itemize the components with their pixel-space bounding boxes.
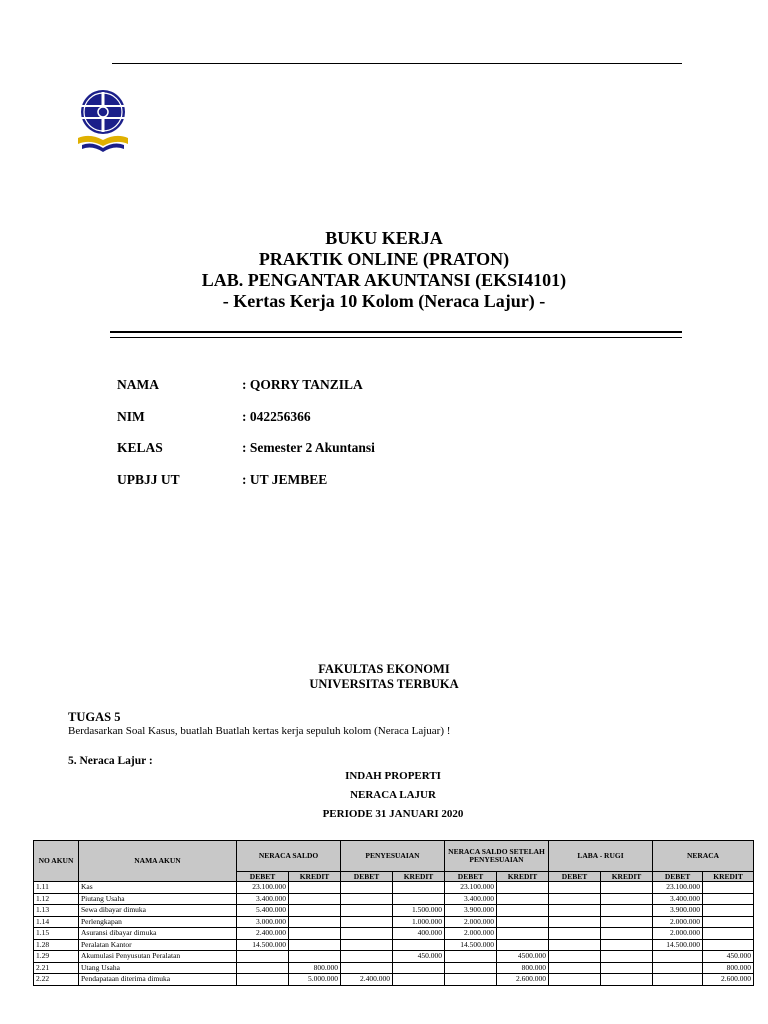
university-logo-icon	[74, 88, 132, 154]
amount-cell: 4500.000	[497, 951, 549, 963]
col-header-kredit: KREDIT	[289, 872, 341, 882]
class-value: : Semester 2 Akuntansi	[242, 440, 375, 455]
group-header-neraca-saldo: NERACA SALDO	[237, 841, 341, 872]
amount-cell: 14.500.000	[653, 939, 703, 951]
account-name: Utang Usaha	[79, 962, 237, 974]
amount-cell	[341, 893, 393, 905]
upbjj-label: UPBJJ UT	[117, 471, 180, 487]
amount-cell	[393, 882, 445, 894]
amount-cell: 2.400.000	[237, 928, 289, 940]
col-header-debet: DEBET	[549, 872, 601, 882]
amount-cell	[549, 882, 601, 894]
task-instruction: Berdasarkan Soal Kasus, buatlah Buatlah kertas kerja sepuluh kolom (Neraca Lajuar) !	[68, 725, 451, 737]
amount-cell	[393, 962, 445, 974]
amount-cell	[341, 916, 393, 928]
amount-cell: 3.000.000	[237, 916, 289, 928]
task-title: TUGAS 5	[68, 710, 121, 724]
amount-cell: 3.900.000	[445, 905, 497, 917]
amount-cell: 400.000	[393, 928, 445, 940]
amount-cell: 14.500.000	[445, 939, 497, 951]
amount-cell	[703, 893, 754, 905]
amount-cell	[497, 882, 549, 894]
amount-cell: 3.400.000	[445, 893, 497, 905]
table-row	[34, 928, 754, 940]
header-row-groups	[34, 841, 754, 872]
amount-cell	[393, 974, 445, 986]
col-header-debet: DEBET	[653, 872, 703, 882]
amount-cell	[549, 974, 601, 986]
amount-cell	[237, 974, 289, 986]
table-row	[34, 916, 754, 928]
group-header-penyesuaian: PENYESUAIAN	[341, 841, 445, 872]
amount-cell: 1.500.000	[393, 905, 445, 917]
amount-cell	[445, 974, 497, 986]
account-name: Kas	[79, 882, 237, 894]
amount-cell	[601, 916, 653, 928]
amount-cell	[601, 928, 653, 940]
amount-cell: 450.000	[393, 951, 445, 963]
amount-cell	[237, 962, 289, 974]
col-header-kredit: KREDIT	[393, 872, 445, 882]
account-name: Pendapataan diterima dimuka	[79, 974, 237, 986]
faculty-line-1: FAKULTAS EKONOMI	[318, 662, 450, 676]
col-header-debet: DEBET	[341, 872, 393, 882]
amount-cell	[549, 893, 601, 905]
amount-cell: 2.000.000	[445, 916, 497, 928]
class-label: KELAS	[117, 440, 163, 455]
title-line-4: - Kertas Kerja 10 Kolom (Neraca Lajur) -	[222, 291, 546, 311]
amount-cell	[601, 962, 653, 974]
table-row	[34, 939, 754, 951]
amount-cell: 5.400.000	[237, 905, 289, 917]
col-header-debet: DEBET	[445, 872, 497, 882]
amount-cell: 1.000.000	[393, 916, 445, 928]
amount-cell	[289, 916, 341, 928]
amount-cell: 3.900.000	[653, 905, 703, 917]
amount-cell	[549, 962, 601, 974]
name-value: : QORRY TANZILA	[242, 377, 363, 392]
amount-cell	[549, 916, 601, 928]
amount-cell: 14.500.000	[237, 939, 289, 951]
account-number: 1.12	[34, 893, 79, 905]
amount-cell: 23.100.000	[237, 882, 289, 894]
amount-cell	[549, 905, 601, 917]
amount-cell: 23.100.000	[445, 882, 497, 894]
title-line-3: LAB. PENGANTAR AKUNTANSI (EKSI4101)	[201, 270, 567, 290]
account-number: 1.28	[34, 939, 79, 951]
amount-cell	[497, 939, 549, 951]
amount-cell: 800.000	[703, 962, 754, 974]
amount-cell	[341, 939, 393, 951]
question-label: 5. Neraca Lajur :	[68, 755, 153, 767]
account-name: Peralatan Kantor	[79, 939, 237, 951]
group-header-nssp: NERACA SALDO SETELAH PENYESUAIAN	[445, 841, 549, 872]
account-number: 1.14	[34, 916, 79, 928]
amount-cell	[341, 962, 393, 974]
amount-cell	[341, 882, 393, 894]
amount-cell	[237, 951, 289, 963]
amount-cell	[289, 882, 341, 894]
amount-cell	[341, 928, 393, 940]
account-name: Piutang Usaha	[79, 893, 237, 905]
col-header-kredit: KREDIT	[703, 872, 754, 882]
amount-cell: 5.000.000	[289, 974, 341, 986]
amount-cell: 2.600.000	[703, 974, 754, 986]
account-number: 1.29	[34, 951, 79, 963]
amount-cell	[601, 882, 653, 894]
col-header-nama-akun: NAMA AKUN	[79, 841, 237, 882]
col-header-debet: DEBET	[237, 872, 289, 882]
table-row	[34, 974, 754, 986]
account-number: 2.21	[34, 962, 79, 974]
amount-cell	[445, 962, 497, 974]
amount-cell	[497, 905, 549, 917]
amount-cell	[601, 905, 653, 917]
table-row	[34, 893, 754, 905]
amount-cell: 2.000.000	[653, 916, 703, 928]
amount-cell	[341, 951, 393, 963]
amount-cell	[289, 939, 341, 951]
amount-cell	[289, 951, 341, 963]
amount-cell: 800.000	[289, 962, 341, 974]
faculty-line-2: UNIVERSITAS TERBUKA	[309, 677, 459, 691]
amount-cell	[601, 893, 653, 905]
title-line-2: PRAKTIK ONLINE (PRATON)	[258, 249, 510, 269]
amount-cell	[341, 905, 393, 917]
amount-cell	[289, 928, 341, 940]
amount-cell	[497, 916, 549, 928]
worksheet-table	[33, 840, 754, 986]
amount-cell	[549, 939, 601, 951]
col-header-kredit: KREDIT	[601, 872, 653, 882]
amount-cell	[497, 893, 549, 905]
amount-cell	[289, 905, 341, 917]
table-row	[34, 962, 754, 974]
account-name: Sewa dibayar dimuka	[79, 905, 237, 917]
amount-cell: 3.400.000	[653, 893, 703, 905]
account-number: 1.13	[34, 905, 79, 917]
table-row	[34, 882, 754, 894]
col-header-no-akun: NO AKUN	[34, 841, 79, 882]
amount-cell	[549, 928, 601, 940]
amount-cell: 2.400.000	[341, 974, 393, 986]
group-header-neraca: NERACA	[653, 841, 754, 872]
amount-cell	[393, 939, 445, 951]
account-number: 2.22	[34, 974, 79, 986]
amount-cell	[653, 962, 703, 974]
amount-cell	[703, 905, 754, 917]
amount-cell: 23.100.000	[653, 882, 703, 894]
table-row	[34, 905, 754, 917]
amount-cell	[445, 951, 497, 963]
amount-cell	[703, 916, 754, 928]
amount-cell: 2.000.000	[445, 928, 497, 940]
amount-cell: 2.000.000	[653, 928, 703, 940]
amount-cell: 450.000	[703, 951, 754, 963]
top-horizontal-rule	[112, 63, 682, 64]
amount-cell	[703, 928, 754, 940]
amount-cell	[703, 882, 754, 894]
col-header-kredit: KREDIT	[497, 872, 549, 882]
amount-cell	[601, 974, 653, 986]
report-period: PERIODE 31 JANUARI 2020	[322, 808, 464, 820]
amount-cell: 2.600.000	[497, 974, 549, 986]
title-line-1: BUKU KERJA	[325, 228, 443, 248]
amount-cell: 800.000	[497, 962, 549, 974]
worksheet-body	[34, 882, 754, 986]
amount-cell	[549, 951, 601, 963]
amount-cell	[393, 893, 445, 905]
amount-cell	[703, 939, 754, 951]
amount-cell	[289, 893, 341, 905]
amount-cell: 3.400.000	[237, 893, 289, 905]
nim-label: NIM	[117, 408, 145, 424]
group-header-laba-rugi: LABA - RUGI	[549, 841, 653, 872]
account-number: 1.15	[34, 928, 79, 940]
amount-cell	[653, 951, 703, 963]
amount-cell	[601, 951, 653, 963]
faculty-heading	[0, 662, 768, 692]
report-name: NERACA LAJUR	[350, 789, 436, 801]
report-heading	[0, 767, 768, 824]
nim-value: : 042256366	[242, 408, 311, 424]
table-row	[34, 951, 754, 963]
company-name: INDAH PROPERTI	[345, 770, 441, 782]
account-name: Asuransi dibayar dimuka	[79, 928, 237, 940]
account-number: 1.11	[34, 882, 79, 894]
account-name: Akumulasi Penyusutan Peralatan	[79, 951, 237, 963]
upbjj-value: : UT JEMBEE	[242, 471, 328, 487]
double-horizontal-rule	[110, 331, 682, 338]
amount-cell	[653, 974, 703, 986]
document-title-block	[0, 228, 768, 312]
amount-cell	[497, 928, 549, 940]
account-name: Perlengkapan	[79, 916, 237, 928]
amount-cell	[601, 939, 653, 951]
name-label: NAMA	[117, 377, 159, 392]
